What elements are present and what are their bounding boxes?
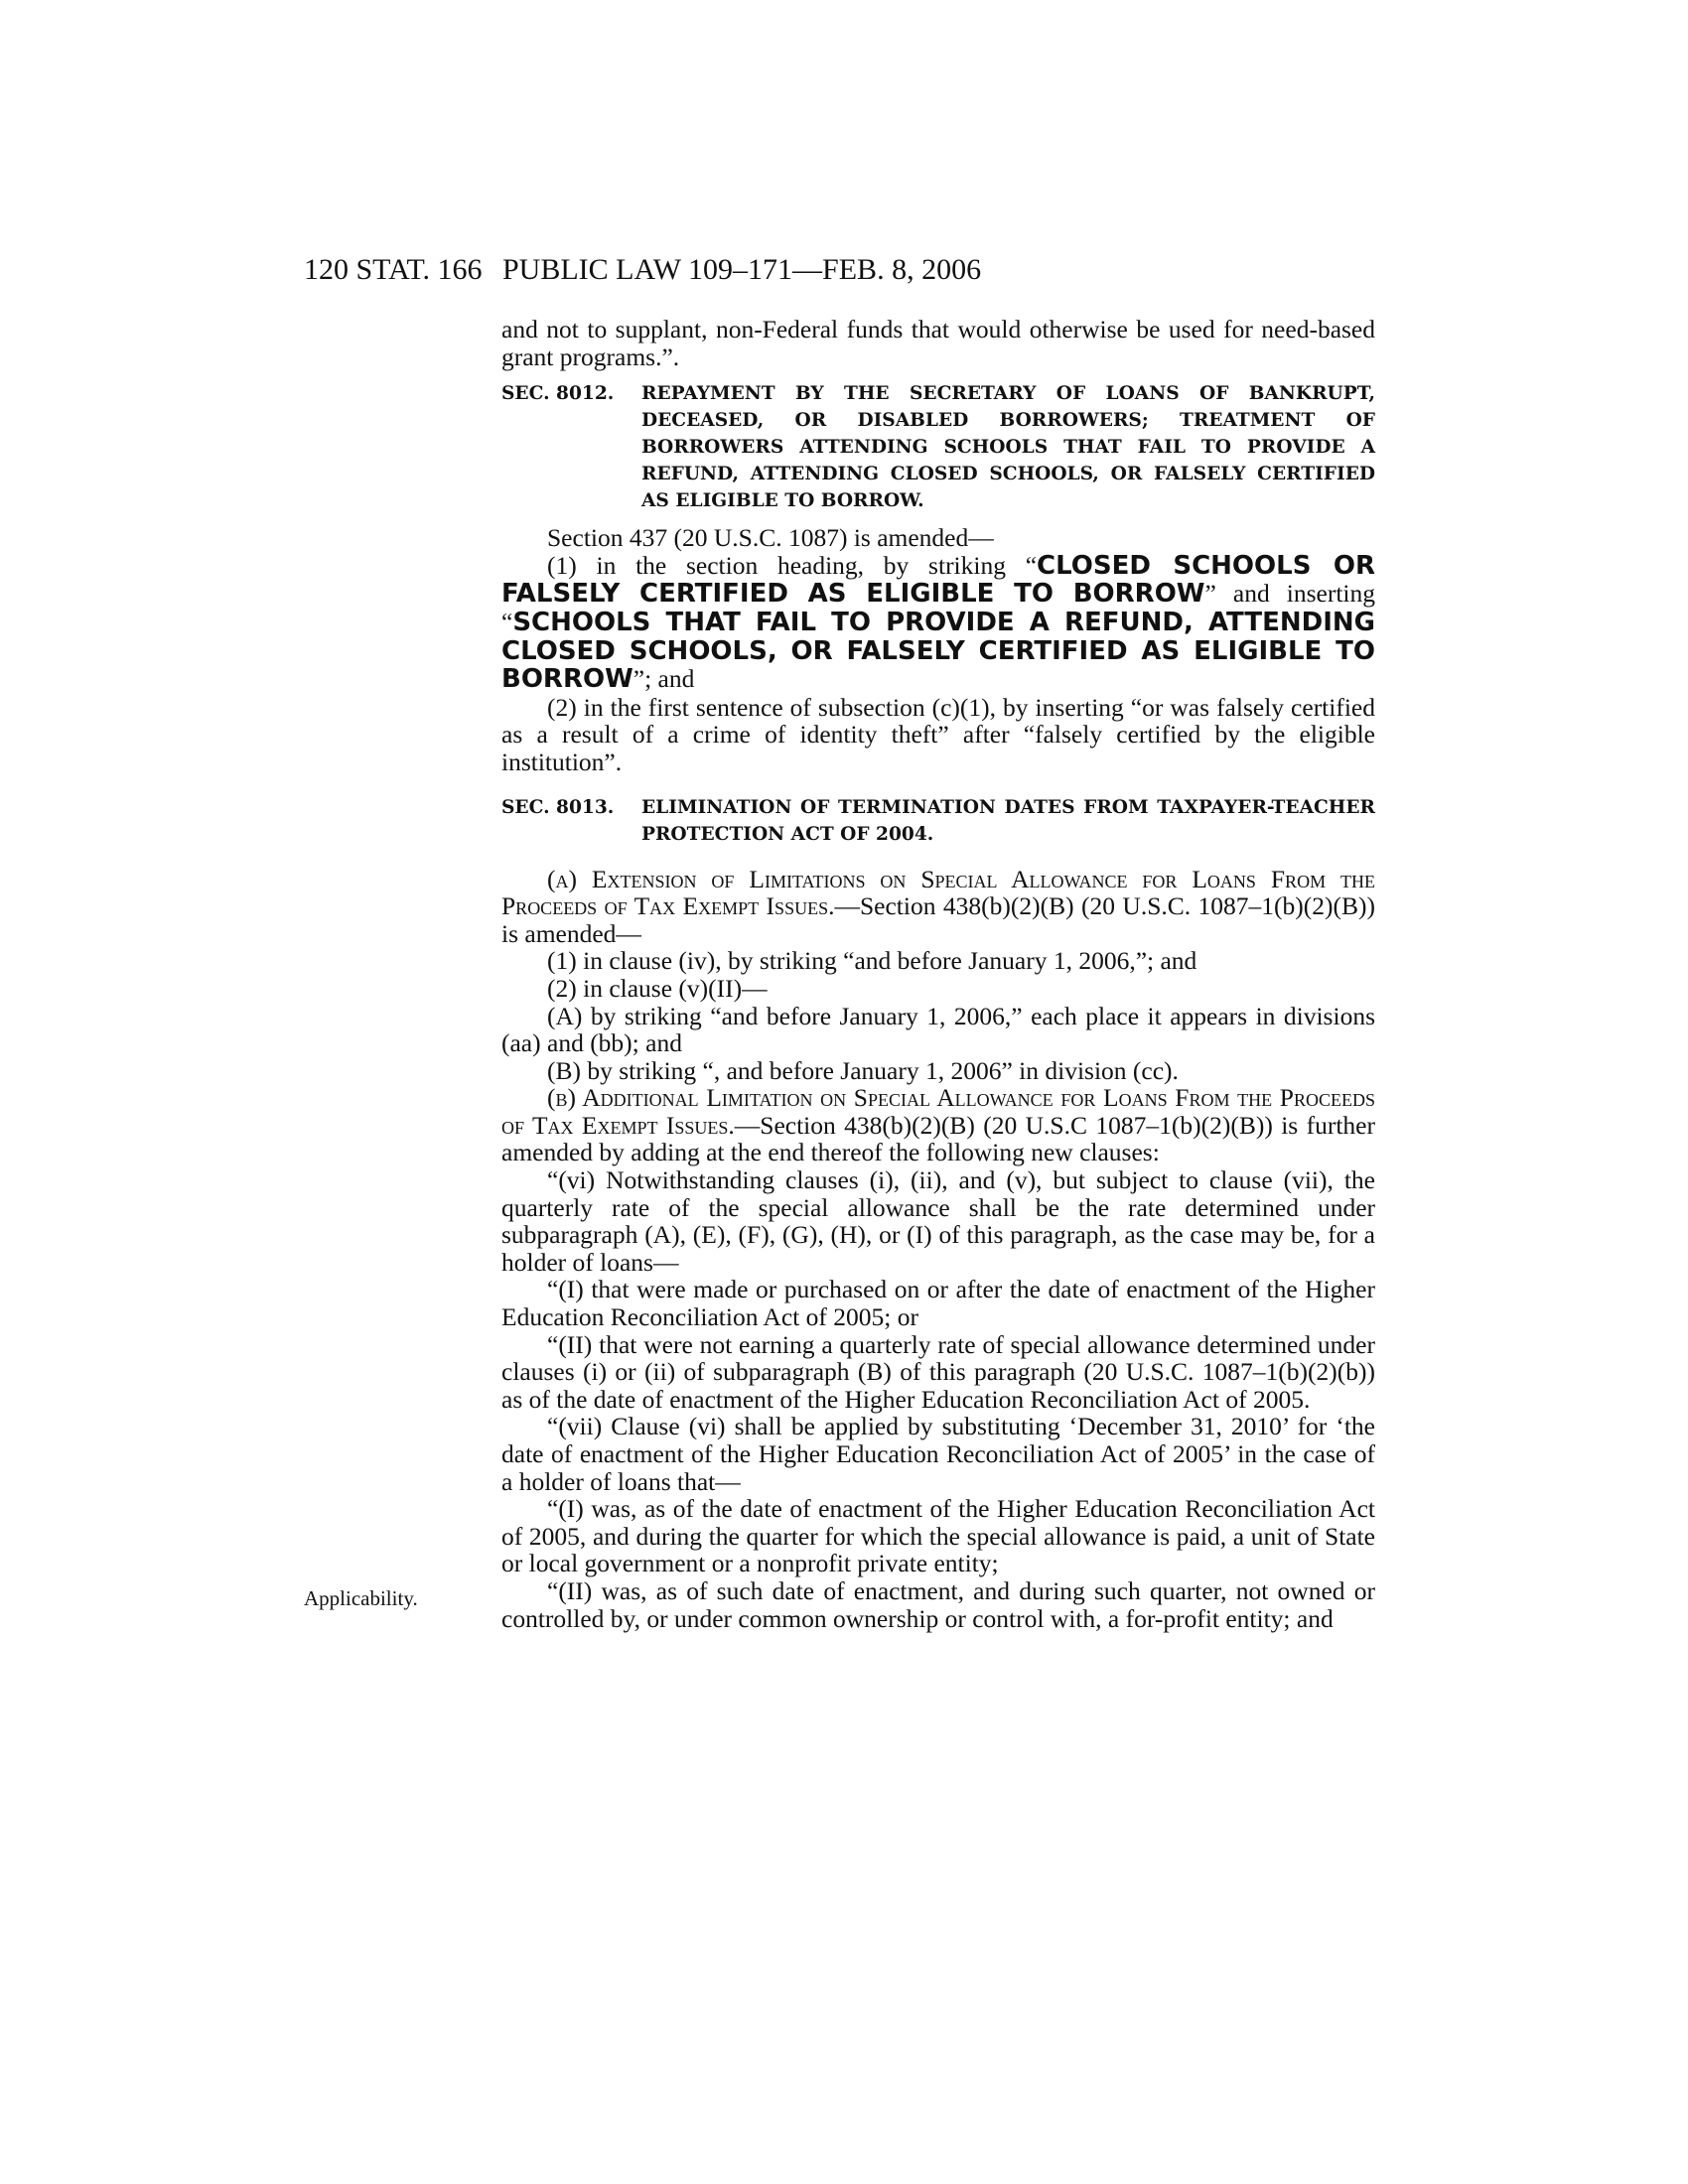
- subsection-heading: (a) Extension of Limitations on Special Allowance for Loans From the Proceeds of Tax Exempt Issues.: [501, 864, 1375, 921]
- subsection-b: [501, 1084, 1375, 1166]
- subclause-vii-1: “(I) was, as of the date of enactment of the Higher Education Reconciliation Act of 2005, and during the quarter for which the special allowance is paid, a unit of State or local government or a nonprofit private entity;: [501, 1494, 1375, 1578]
- section-title: REPAYMENT BY THE SECRETARY OF LOANS OF BANKRUPT, DECEASED, OR DISABLED BORROWERS; TREATMENT OF BORROWERS ATTENDING SCHOOLS THAT FAIL TO PROVIDE A REFUND, ATTENDING CLOSED SCHOOLS, OR FALSELY CERTIFIED AS ELIGIBLE TO BORROW.: [641, 383, 1375, 512]
- statute-reference: 120 STAT. 166: [304, 253, 483, 286]
- clause-text: (1) in the section heading, by striking “: [547, 550, 1038, 580]
- subsection-text: —Section 438(b)(2)(B) (20 U.S.C 1087–1(b)(2)(B)) is further amended by adding at the end thereof the following new clauses:: [501, 1110, 1375, 1167]
- clause-vi: “(vi) Notwithstanding clauses (i), (ii), and (v), but subject to clause (vii), the quarterly rate of the special allowance shall be the rate determined under subparagraph (A), (E), (F), (G), (H), or (I) of this paragraph, as the case may be, for a holder of loans—: [501, 1165, 1375, 1277]
- section-8013-heading: [501, 794, 1375, 848]
- inserted-heading: SCHOOLS THAT FAIL TO PROVIDE A REFUND, ATTENDING CLOSED SCHOOLS, OR FALSELY CERTIFIED AS ELIGIBLE TO BORROW: [501, 607, 1375, 695]
- subsection-heading: (b) Additional Limitation on Special Allowance for Loans From the Proceeds of Tax Exempt Issues.: [501, 1083, 1375, 1140]
- clause-1: [501, 552, 1375, 694]
- section-number: SEC. 8013.: [501, 796, 615, 818]
- clause-2: (2) in the first sentence of subsection (c)(1), by inserting “or was falsely certified as a result of a crime of identity theft” after “falsely certified by the eligible institution”.: [501, 692, 1375, 776]
- margin-note: Applicability.: [304, 1586, 418, 1610]
- section-number: SEC. 8012.: [501, 383, 615, 405]
- clause-text: ” and inserting “: [501, 579, 1376, 636]
- subparagraph-a2b: (B) by striking “, and before January 1, 2006” in division (cc).: [547, 1055, 1179, 1085]
- subparagraph-a2a: (A) by striking “and before January 1, 2006,” each place it appears in divisions (aa) and (bb); and: [501, 1001, 1375, 1058]
- public-law-reference: PUBLIC LAW 109–171—FEB. 8, 2006: [502, 253, 982, 286]
- clause-vii: “(vii) Clause (vi) shall be applied by substituting ‘December 31, 2010’ for ‘the date of enactment of the Higher Education Reconciliation Act of 2005’ in the case of a holder of loans that—: [501, 1412, 1375, 1496]
- subclause-vi-2: “(II) that were not earning a quarterly rate of special allowance determined under clauses (i) or (ii) of subparagraph (B) of this paragraph (20 U.S.C. 1087–1(b)(2)(b)) as of the date of enactment of the Higher Education Reconciliation Act of 2005.: [501, 1329, 1375, 1414]
- clause-text: ”; and: [633, 664, 695, 694]
- page-header: [304, 250, 1368, 290]
- subsection-a: [501, 866, 1375, 948]
- document-body: [501, 316, 1375, 1632]
- section-title: ELIMINATION OF TERMINATION DATES FROM TAXPAYER-TEACHER PROTECTION ACT OF 2004.: [641, 796, 1375, 845]
- paragraph-a1: (1) in clause (iv), by striking “and before January 1, 2006,”; and: [547, 946, 1197, 976]
- paragraph-a2: (2) in clause (v)(II)—: [547, 973, 768, 1003]
- subclause-vii-2: “(II) was, as of such date of enactment, and during such quarter, not owned or controlled by, or under common ownership or control with, a for-profit entity; and: [501, 1575, 1375, 1633]
- subsection-text: —Section 438(b)(2)(B) (20 U.S.C. 1087–1(b)(2)(B)) is amended—: [501, 891, 1376, 948]
- section-8012-heading: [501, 380, 1375, 514]
- section-lead: Section 437 (20 U.S.C. 1087) is amended—: [547, 523, 994, 553]
- subclause-vi-1: “(I) that were made or purchased on or after the date of enactment of the Higher Education Reconciliation Act of 2005; or: [501, 1275, 1375, 1332]
- intro-paragraph: and not to supplant, non-Federal funds that would otherwise be used for need-based grant programs.”.: [501, 315, 1375, 371]
- struck-heading: CLOSED SCHOOLS OR FALSELY CERTIFIED AS ELIGIBLE TO BORROW: [501, 550, 1375, 610]
